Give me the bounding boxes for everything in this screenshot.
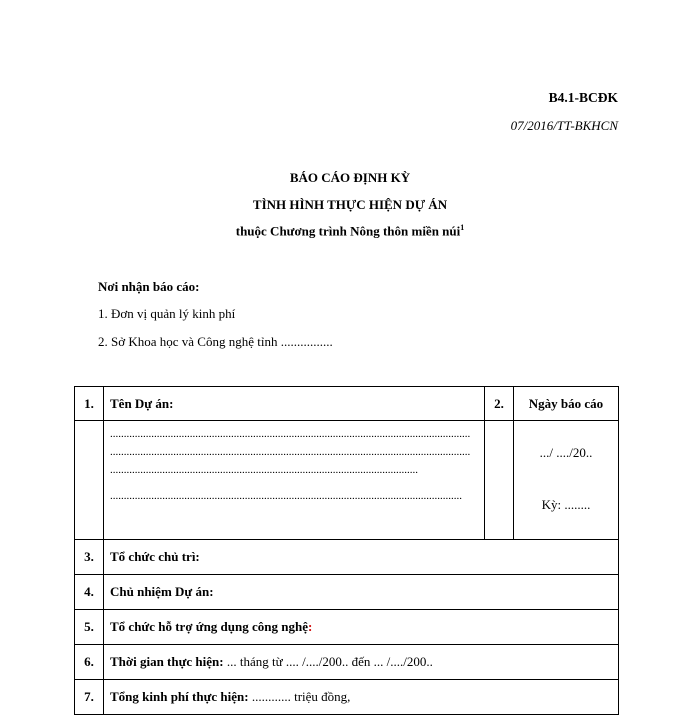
dotted-line-2: ................................................................................................................................... — [110, 446, 471, 458]
footnote-mark: 1 — [460, 223, 465, 232]
recipients-label: Nơi nhận báo cáo: — [98, 279, 200, 294]
row-1-spacer — [75, 421, 104, 540]
row-number-5: 5. — [75, 610, 104, 645]
total-budget-cell — [104, 680, 619, 715]
project-leader-label: Chủ nhiệm Dự án: — [104, 575, 619, 610]
report-date-field[interactable] — [514, 421, 619, 540]
host-organization-label: Tổ chức chủ trì: — [104, 540, 619, 575]
row-number-4: 4. — [75, 575, 104, 610]
report-date-value: .../ ..../20.. — [539, 445, 593, 460]
program-text: thuộc Chương trình Nông thôn miền núi — [235, 223, 461, 239]
tech-support-org-cell — [104, 610, 619, 645]
project-name-label: Tên Dự án: — [104, 387, 485, 421]
report-period: Kỳ: ........ — [541, 497, 591, 512]
implementation-time-cell — [104, 645, 619, 680]
tech-support-colon: : — [307, 619, 313, 634]
total-budget-label: Tổng kinh phí thực hiện: — [110, 689, 249, 704]
report-date-label: Ngày báo cáo — [514, 387, 619, 421]
row-number-3: 3. — [75, 540, 104, 575]
project-name-field[interactable] — [104, 421, 485, 540]
implementation-time-label: Thời gian thực hiện: — [110, 654, 224, 669]
dotted-line-4: ................................................................................................................................ — [110, 490, 462, 502]
project-info-table — [74, 386, 619, 715]
report-subtitle: TÌNH HÌNH THỰC HIỆN DỰ ÁN — [252, 197, 448, 212]
total-budget-value: ............ triệu đồng, — [248, 689, 351, 704]
recipient-item-1: 1. Đơn vị quản lý kinh phí — [98, 306, 236, 321]
dotted-line-1: ................................................................................................................................... — [110, 428, 471, 440]
program-line — [0, 223, 700, 239]
row-number-6: 6. — [75, 645, 104, 680]
recipient-item-2: 2. Sở Khoa học và Công nghệ tỉnh ................ — [98, 334, 333, 349]
circular-number: 07/2016/TT-BKHCN — [510, 118, 618, 133]
dotted-line-3: ................................................................................................................ — [110, 464, 418, 476]
form-code: B4.1-BCĐK — [548, 90, 618, 105]
tech-support-org-label: Tổ chức hỗ trợ ứng dụng công nghệ — [110, 619, 308, 634]
row-number-2: 2. — [485, 387, 514, 421]
row-number-1: 1. — [75, 387, 104, 421]
row-2-spacer — [485, 421, 514, 540]
implementation-time-value: ... tháng từ .... /..../200.. đến ... /..../200.. — [223, 654, 433, 669]
report-title: BÁO CÁO ĐỊNH KỲ — [289, 170, 411, 185]
row-number-7: 7. — [75, 680, 104, 715]
